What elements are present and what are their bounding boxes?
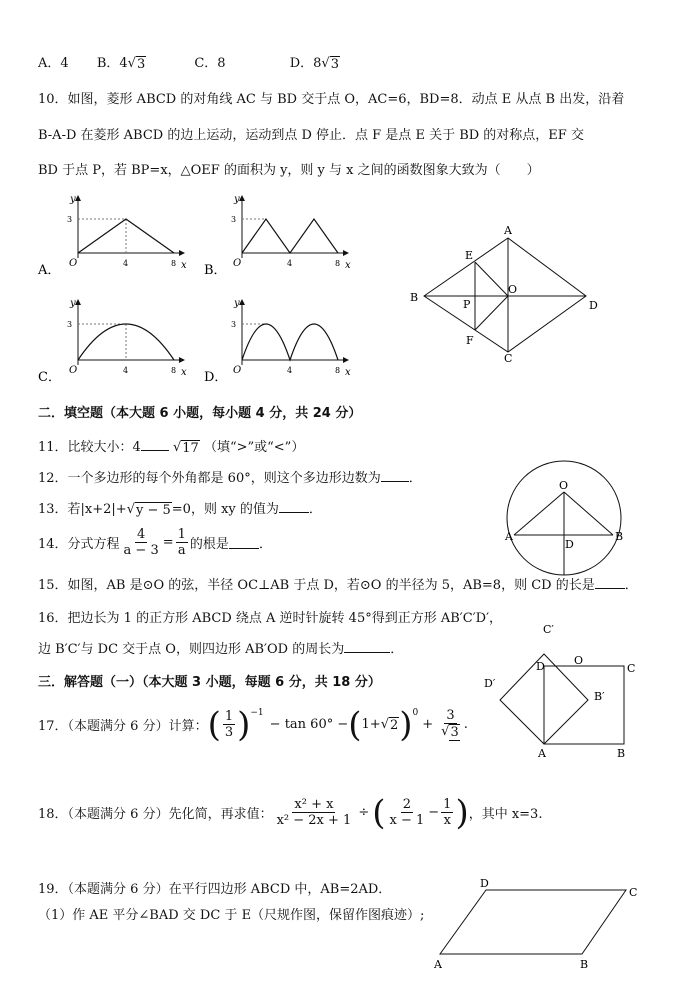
svg-text:A: A [504, 224, 512, 237]
svg-text:y: y [70, 298, 76, 309]
q18: 18．（本题满分 6 分）先化简，再求值： $\frac{\text{x² + x}}{\text{x² − 2x + 1}}$ ÷ ( $\frac{2}{x - 1}$ − $\frac{1}{x}$ ) ，其中 x=3. [38, 792, 543, 833]
svg-text:4: 4 [123, 366, 129, 375]
svg-text:8: 8 [335, 259, 341, 268]
q13: 13．若|x+2|+√ y − 5 =0，则 xy 的值为 ． [38, 502, 322, 518]
q12: 12．一个多边形的每个外角都是 60°，则这个多边形边数为 ． [38, 471, 422, 486]
svg-text:D: D [536, 660, 545, 673]
svg-text:D: D [480, 878, 489, 890]
svg-text:y: y [70, 194, 76, 205]
section-2-title: 二．填空题（本大题 6 小题，每小题 4 分，共 24 分） [38, 406, 362, 421]
svg-text:B′: B′ [594, 690, 605, 703]
svg-text:3: 3 [231, 320, 237, 329]
svg-text:O: O [69, 258, 78, 269]
q9-options [38, 52, 340, 72]
svg-text:C [559, 569, 560, 570]
q19-line-2: （1）作 AE 平分∠BAD 交 DC 于 E（尺规作图，保留作图痕迹）; [38, 908, 425, 923]
option-b-label: B． [204, 263, 227, 278]
svg-text:x: x [345, 260, 351, 271]
graph-b[interactable] [231, 194, 351, 271]
option-a-label: A． [38, 263, 61, 278]
svg-text:8: 8 [171, 366, 177, 375]
rhombus-figure [404, 222, 604, 362]
svg-text:O: O [233, 258, 242, 269]
q10-option-graphs [34, 188, 394, 388]
svg-text:O: O [508, 283, 518, 296]
svg-text:D: D [565, 538, 574, 551]
circle-figure [502, 452, 627, 580]
svg-text:y: y [234, 298, 240, 309]
svg-text:y: y [234, 194, 240, 205]
svg-text:C′: C′ [543, 623, 554, 636]
q11-blank[interactable] [141, 450, 169, 451]
graph-c[interactable] [67, 298, 187, 378]
svg-text:C: C [627, 662, 636, 675]
svg-text:P: P [463, 298, 471, 311]
graph-a[interactable] [67, 194, 187, 271]
svg-text:3: 3 [67, 320, 73, 329]
svg-text:A: A [505, 530, 513, 543]
svg-text:D: D [589, 299, 598, 312]
q15: 15．如图，AB 是⊙O 的弦，半径 OC⊥AB 于点 D，若⊙O 的半径为 5，AB=8，则 CD 的长是 ． [38, 578, 638, 593]
svg-text:B: B [410, 291, 419, 304]
svg-text:O: O [69, 365, 78, 376]
q10-line-1: 10．如图，菱形 ABCD 的对角线 AC 与 BD 交于点 O，AC=6，BD=8．动点 E 从点 B 出发，沿着 [38, 92, 625, 107]
svg-text:C: C [629, 886, 638, 899]
q10-line-3: BD 于点 P，若 BP=x，△OEF 的面积为 y，则 y 与 x 之间的函数图象大致为（ ） [38, 163, 540, 178]
svg-text:O: O [233, 365, 242, 376]
q9-option-a: A．4 [38, 56, 69, 71]
svg-text:4: 4 [287, 259, 293, 268]
q13-blank[interactable] [279, 512, 309, 513]
svg-text:4: 4 [123, 259, 129, 268]
svg-text:x: x [181, 260, 187, 271]
svg-text:8: 8 [335, 366, 341, 375]
q10-line-2: B-A-D 在菱形 ABCD 的边上运动，运动到点 D 停止．点 F 是点 E 关于 BD 的对称点，EF 交 [38, 128, 584, 143]
q16-blank[interactable] [344, 652, 390, 653]
svg-text:C: C [504, 352, 513, 362]
svg-text:4: 4 [287, 366, 293, 375]
graph-d[interactable] [231, 298, 351, 378]
svg-text:x: x [345, 367, 351, 378]
svg-text:O: O [559, 479, 569, 492]
svg-text:B: B [580, 958, 589, 971]
q9-option-d: D．8√ 3 [289, 56, 339, 72]
svg-text:B: B [615, 530, 624, 543]
parallelogram-figure [428, 878, 650, 978]
q16-line-1: 16．把边长为 1 的正方形 ABCD 绕点 A 逆时针旋转 45°得到正方形 AB′C′D′， [38, 611, 503, 626]
section-3-title: 三．解答题（一）（本大题 3 小题，每题 6 分，共 18 分） [38, 675, 381, 690]
q17: 17．（本题满分 6 分）计算： ( $\frac{1}{3}$ ) $^{-1}$ − tan 60° − ( 1+ √ 2 ) $^0$ + 3 √ 3 . [38, 704, 468, 745]
svg-text:3: 3 [67, 215, 73, 224]
q15-blank[interactable] [595, 588, 625, 589]
q14-blank[interactable] [229, 548, 259, 549]
q9-option-b: B．4√ 3 [96, 56, 146, 72]
svg-text:x: x [181, 367, 187, 378]
svg-text:F: F [466, 334, 474, 347]
svg-text:3: 3 [231, 215, 237, 224]
rotated-square-figure [480, 620, 640, 760]
svg-text:E: E [465, 249, 474, 262]
option-d-label: D． [204, 370, 228, 385]
option-c-label: C． [38, 370, 61, 385]
q14: 14．分式方程 $\frac{4}{a - 3}$ = $\frac{1}{a}$ 的根是 ． [38, 527, 272, 558]
q19-line-1: 19．（本题满分 6 分）在平行四边形 ABCD 中，AB=2AD． [38, 882, 392, 897]
q9-option-c: C．8 [194, 56, 226, 71]
q16-line-2: 边 B′C′与 DC 交于点 O，则四边形 AB′OD 的周长为 ． [38, 642, 404, 657]
svg-text:A: A [538, 747, 546, 760]
q11: 11．比较大小：4 √ 17 （填“>”或“<”） [38, 440, 305, 456]
svg-text:D′: D′ [484, 677, 496, 690]
svg-text:A: A [434, 958, 442, 971]
svg-text:8: 8 [171, 259, 177, 268]
svg-text:O: O [574, 654, 584, 667]
svg-text:B: B [617, 747, 626, 760]
q12-blank[interactable] [381, 481, 409, 482]
